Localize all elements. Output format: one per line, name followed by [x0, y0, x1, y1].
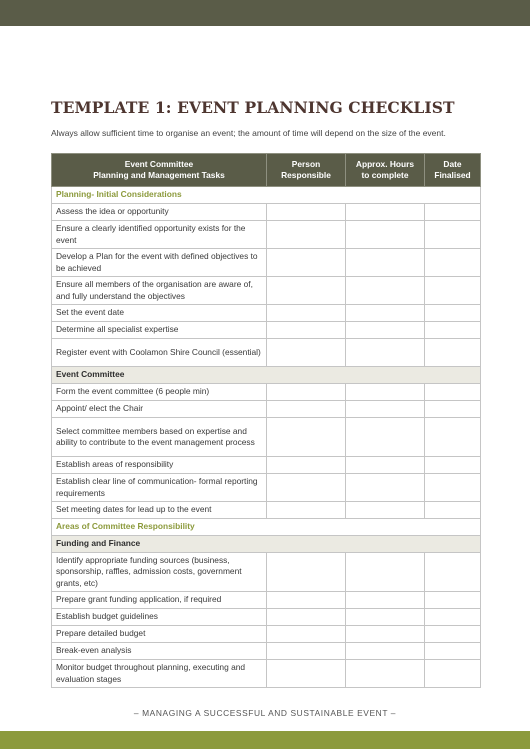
task-cell: Form the event committee (6 people min) [52, 384, 267, 401]
date-cell[interactable] [425, 474, 481, 502]
checklist-body [52, 187, 481, 688]
date-cell[interactable] [425, 502, 481, 519]
section-heading: Planning- Initial Considerations [52, 187, 481, 204]
header-person-line2: Responsible [281, 170, 331, 180]
header-person [267, 154, 346, 187]
task-cell: Register event with Coolamon Shire Council (essential) [52, 339, 267, 367]
table-row [52, 609, 481, 626]
date-cell[interactable] [425, 609, 481, 626]
hours-cell[interactable] [346, 322, 425, 339]
person-cell[interactable] [267, 401, 346, 418]
hours-cell[interactable] [346, 204, 425, 221]
date-cell[interactable] [425, 401, 481, 418]
person-cell[interactable] [267, 384, 346, 401]
person-cell[interactable] [267, 457, 346, 474]
date-cell[interactable] [425, 339, 481, 367]
section-row [52, 367, 481, 384]
task-cell: Break-even analysis [52, 643, 267, 660]
task-cell: Identify appropriate funding sources (business, sponsorship, raffles, admission costs, government grants, etc) [52, 553, 267, 592]
task-cell: Assess the idea or opportunity [52, 204, 267, 221]
hours-cell[interactable] [346, 592, 425, 609]
bottom-band [0, 731, 530, 749]
date-cell[interactable] [425, 660, 481, 688]
table-row [52, 418, 481, 457]
person-cell[interactable] [267, 553, 346, 592]
date-cell[interactable] [425, 249, 481, 277]
person-cell[interactable] [267, 322, 346, 339]
header-hours [346, 154, 425, 187]
hours-cell[interactable] [346, 457, 425, 474]
table-row [52, 474, 481, 502]
task-cell: Prepare grant funding application, if required [52, 592, 267, 609]
person-cell[interactable] [267, 626, 346, 643]
table-header-row [52, 154, 481, 187]
task-cell: Ensure all members of the organisation are aware of, and fully understand the objectives [52, 277, 267, 305]
hours-cell[interactable] [346, 418, 425, 457]
person-cell[interactable] [267, 474, 346, 502]
header-person-line1: Person [291, 158, 321, 169]
header-task-line2: Planning and Management Tasks [93, 170, 225, 180]
table-row [52, 305, 481, 322]
table-row [52, 221, 481, 249]
header-hours-line1: Approx. Hours [355, 158, 415, 169]
task-cell: Determine all specialist expertise [52, 322, 267, 339]
date-cell[interactable] [425, 592, 481, 609]
table-row [52, 457, 481, 474]
hours-cell[interactable] [346, 339, 425, 367]
date-cell[interactable] [425, 305, 481, 322]
hours-cell[interactable] [346, 277, 425, 305]
task-cell: Appoint/ elect the Chair [52, 401, 267, 418]
hours-cell[interactable] [346, 401, 425, 418]
table-row [52, 626, 481, 643]
person-cell[interactable] [267, 418, 346, 457]
person-cell[interactable] [267, 502, 346, 519]
hours-cell[interactable] [346, 609, 425, 626]
hours-cell[interactable] [346, 305, 425, 322]
table-row [52, 204, 481, 221]
hours-cell[interactable] [346, 626, 425, 643]
date-cell[interactable] [425, 277, 481, 305]
header-date-line1: Date [443, 158, 462, 169]
table-row [52, 660, 481, 688]
table-row [52, 322, 481, 339]
date-cell[interactable] [425, 221, 481, 249]
date-cell[interactable] [425, 322, 481, 339]
task-cell: Establish budget guidelines [52, 609, 267, 626]
task-cell: Set meeting dates for lead up to the event [52, 502, 267, 519]
header-date-line2: Finalised [434, 170, 471, 180]
table-row [52, 643, 481, 660]
date-cell[interactable] [425, 553, 481, 592]
table-row [52, 384, 481, 401]
person-cell[interactable] [267, 204, 346, 221]
table-row [52, 339, 481, 367]
hours-cell[interactable] [346, 643, 425, 660]
section-heading: Event Committee [52, 367, 481, 384]
header-date [425, 154, 481, 187]
task-cell: Establish areas of responsibility [52, 457, 267, 474]
intro-text: Always allow sufficient time to organise an event; the amount of time will depend on the size of the event. [51, 128, 446, 138]
page-title: TEMPLATE 1: EVENT PLANNING CHECKLIST [51, 98, 455, 117]
section-heading: Funding and Finance [52, 536, 481, 553]
header-task [52, 154, 267, 187]
date-cell[interactable] [425, 204, 481, 221]
person-cell[interactable] [267, 643, 346, 660]
table-row [52, 592, 481, 609]
date-cell[interactable] [425, 384, 481, 401]
date-cell[interactable] [425, 418, 481, 457]
section-row [52, 536, 481, 553]
hours-cell[interactable] [346, 660, 425, 688]
task-cell: Set the event date [52, 305, 267, 322]
person-cell[interactable] [267, 221, 346, 249]
table-row [52, 401, 481, 418]
task-cell: Establish clear line of communication- formal reporting requirements [52, 474, 267, 502]
section-row [52, 187, 481, 204]
date-cell[interactable] [425, 626, 481, 643]
hours-cell[interactable] [346, 553, 425, 592]
hours-cell[interactable] [346, 502, 425, 519]
task-cell: Prepare detailed budget [52, 626, 267, 643]
person-cell[interactable] [267, 277, 346, 305]
person-cell[interactable] [267, 609, 346, 626]
table-row [52, 502, 481, 519]
header-hours-line2: to complete [361, 170, 409, 180]
person-cell[interactable] [267, 305, 346, 322]
hours-cell[interactable] [346, 249, 425, 277]
hours-cell[interactable] [346, 384, 425, 401]
top-band [0, 0, 530, 26]
hours-cell[interactable] [346, 474, 425, 502]
person-cell[interactable] [267, 249, 346, 277]
task-cell: Select committee members based on expertise and ability to contribute to the event management process [52, 418, 267, 457]
person-cell[interactable] [267, 660, 346, 688]
person-cell[interactable] [267, 592, 346, 609]
header-task-line1: Event Committee [124, 158, 194, 169]
table-row [52, 249, 481, 277]
table-row [52, 277, 481, 305]
task-cell: Ensure a clearly identified opportunity exists for the event [52, 221, 267, 249]
person-cell[interactable] [267, 339, 346, 367]
hours-cell[interactable] [346, 221, 425, 249]
date-cell[interactable] [425, 643, 481, 660]
section-row [52, 519, 481, 536]
checklist-table [51, 153, 481, 688]
task-cell: Develop a Plan for the event with defined objectives to be achieved [52, 249, 267, 277]
page-footer: – MANAGING A SUCCESSFUL AND SUSTAINABLE EVENT – [133, 708, 397, 718]
date-cell[interactable] [425, 457, 481, 474]
section-heading: Areas of Committee Responsibility [52, 519, 481, 536]
task-cell: Monitor budget throughout planning, executing and evaluation stages [52, 660, 267, 688]
table-row [52, 553, 481, 592]
